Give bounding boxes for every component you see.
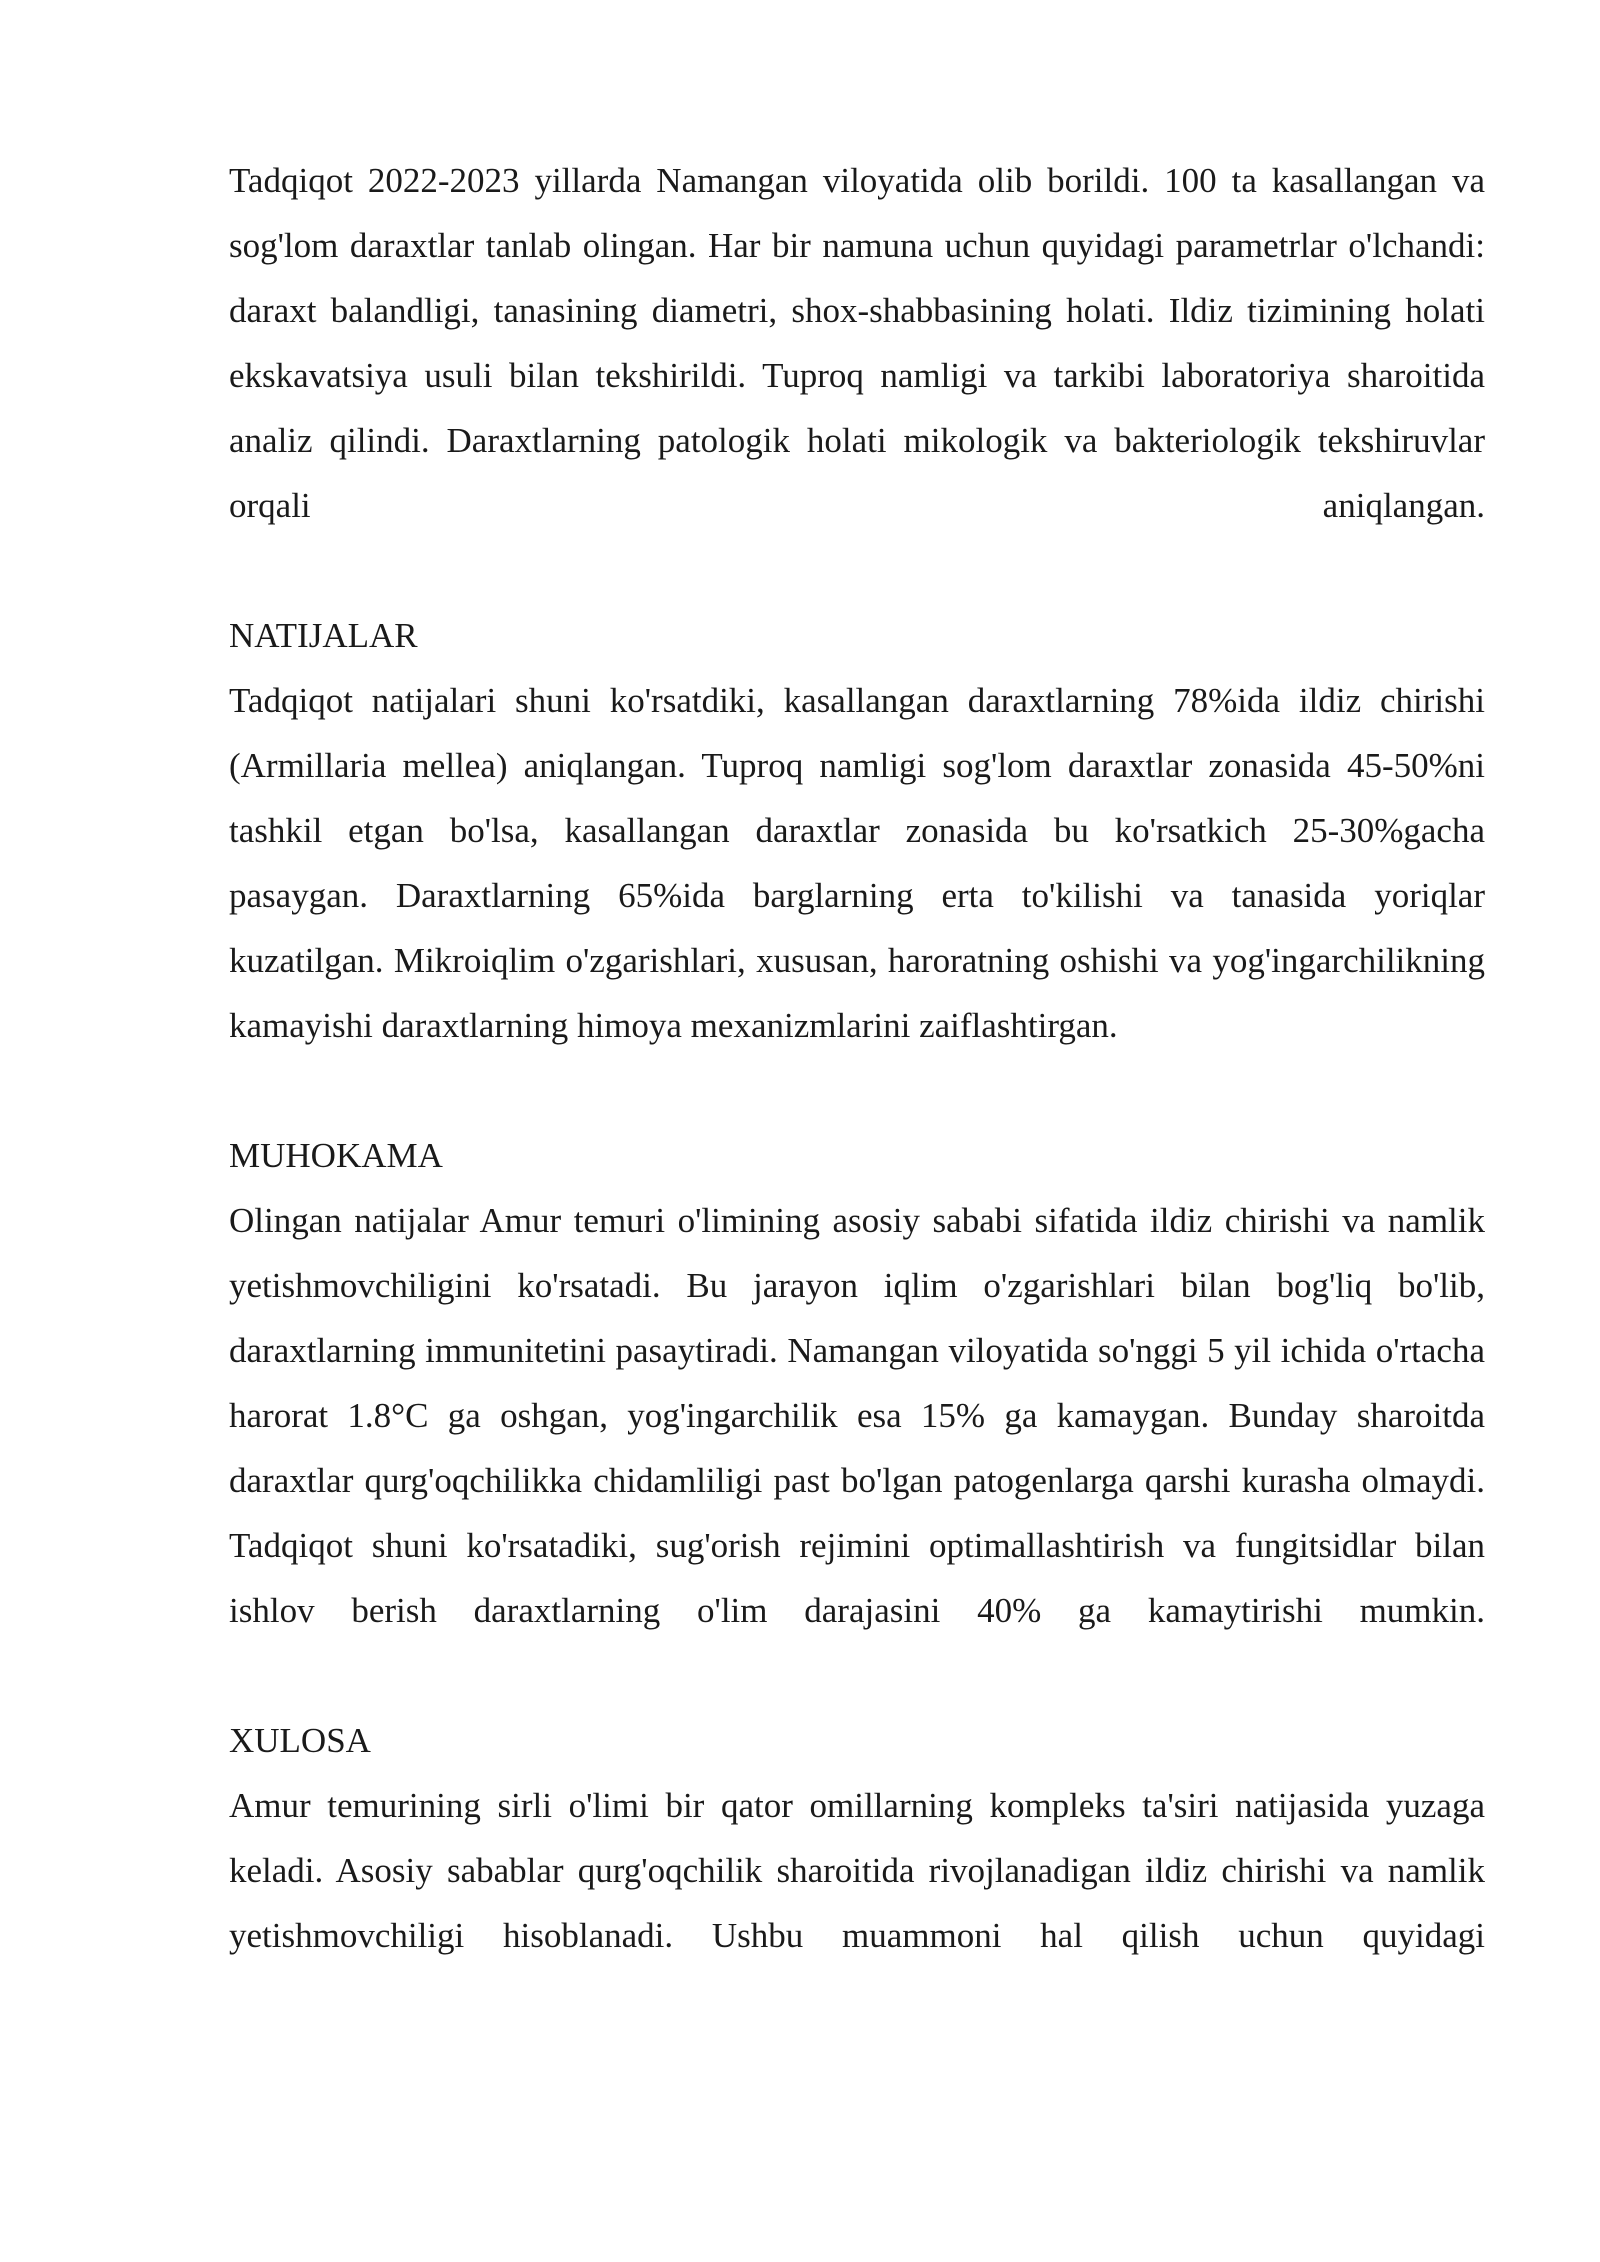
- section-spacer: [229, 538, 1485, 603]
- section-spacer: [229, 1643, 1485, 1708]
- methods-paragraph: Tadqiqot 2022-2023 yillarda Namangan viloyatida olib borildi. 100 ta kasallangan va sog'lom daraxtlar tanlab olingan. Har bir namuna uchun quyidagi parametrlar o'lchandi: daraxt balandligi, tanasining diametri, shox-shabbasining holati. Ildiz tizimining holati ekskavatsiya usuli bilan tekshirildi. Tuproq namligi va tarkibi laboratoriya sharoitida analiz qilindi. Daraxtlarning patologik holati mikologik va bakteriologik tekshiruvlar orqali aniqlangan.: [229, 161, 1485, 525]
- results-paragraph: Tadqiqot natijalari shuni ko'rsatdiki, kasallangan daraxtlarning 78%ida ildiz chirishi (Armillaria mellea) aniqlangan. Tuproq namligi sog'lom daraxtlar zonasida 45-50%ni tashkil etgan bo'lsa, kasallangan daraxtlar zonasida bu ko'rsatkich 25-30%gacha pasaygan. Daraxtlarning 65%ida barglarning erta to'kilishi va tanasida yoriqlar kuzatilgan. Mikroiqlim o'zgarishlari, xususan, haroratning oshishi va yog'ingarchilikning kamayishi daraxtlarning himoya mexanizmlarini zaiflashtirgan.: [229, 681, 1485, 1045]
- conclusion-heading: XULOSA: [229, 1721, 371, 1760]
- results-heading: NATIJALAR: [229, 616, 418, 655]
- section-spacer: [229, 1058, 1485, 1123]
- conclusion-paragraph: Amur temurining sirli o'limi bir qator omillarning kompleks ta'siri natijasida yuzaga keladi. Asosiy sabablar qurg'oqchilik sharoitida rivojlanadigan ildiz chirishi va namlik yetishmovchiligi hisoblanadi. Ushbu muammoni hal qilish uchun quyidagi: [229, 1786, 1485, 1955]
- discussion-paragraph: Olingan natijalar Amur temuri o'limining asosiy sababi sifatida ildiz chirishi va namlik yetishmovchiligini ko'rsatadi. Bu jarayon iqlim o'zgarishlari bilan bog'liq bo'lib, daraxtlarning immunitetini pasaytiradi. Namangan viloyatida so'nggi 5 yil ichida o'rtacha harorat 1.8°C ga oshgan, yog'ingarchilik esa 15% ga kamaygan. Bunday sharoitda daraxtlar qurg'oqchilikka chidamliligi past bo'lgan patogenlarga qarshi kurasha olmaydi. Tadqiqot shuni ko'rsatadiki, sug'orish rejimini optimallashtirish va fungitsidlar bilan ishlov berish daraxtlarning o'lim darajasini 40% ga kamaytirishi mumkin.: [229, 1201, 1485, 1630]
- discussion-heading: MUHOKAMA: [229, 1136, 443, 1175]
- document-page: [229, 148, 1485, 1968]
